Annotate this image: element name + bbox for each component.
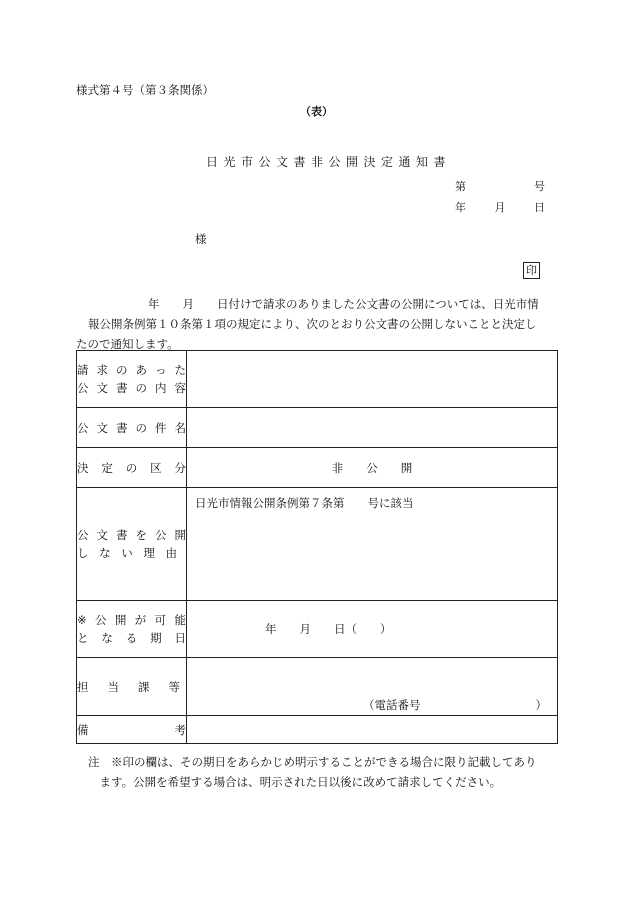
disclosure-value-cell[interactable] xyxy=(187,601,558,658)
disclosure-value: 年 月 日（ ） xyxy=(265,622,392,636)
label-char: の xyxy=(135,381,147,395)
label-char: の xyxy=(135,420,147,435)
reason-value-cell[interactable] xyxy=(187,488,558,601)
body-line-1: 年 月 日付けで請求のありました公文書の公開については、日光市情 xyxy=(148,297,539,311)
label-char: し xyxy=(77,546,89,560)
document-title: 日光市公文書非公開決定通知書 xyxy=(206,155,452,169)
label-char: 文 xyxy=(96,528,108,542)
number-prefix: 第 xyxy=(455,180,466,193)
document-name-label-line xyxy=(77,419,186,437)
label-char: 当 xyxy=(107,679,119,694)
label-char: 担 xyxy=(77,679,89,694)
label-char: 備 xyxy=(77,722,89,737)
label-char: な xyxy=(99,546,111,560)
label-char: 理 xyxy=(143,546,155,560)
notice-body xyxy=(76,294,560,354)
label-char: 文 xyxy=(96,381,108,395)
disclosure-label xyxy=(77,601,187,658)
content-label-line-1 xyxy=(77,361,186,379)
label-char: 公 xyxy=(77,381,89,395)
table-row xyxy=(77,601,558,658)
reason-label-line-2 xyxy=(77,544,186,562)
label-char: 書 xyxy=(116,381,128,395)
reason-value: 日光市情報公開条例第７条第 号に該当 xyxy=(195,496,414,510)
issue-date-line xyxy=(455,199,545,215)
label-char: 開 xyxy=(174,528,186,542)
seal-mark: 印 xyxy=(523,262,540,279)
label-char: 書 xyxy=(116,420,128,435)
label-char: 考 xyxy=(174,722,186,737)
remarks-label-line xyxy=(77,721,186,739)
form-number: 様式第４号（第３条関係） xyxy=(76,83,214,97)
decision-label-line xyxy=(77,459,186,477)
label-char: あ xyxy=(135,363,147,377)
label-char: 文 xyxy=(96,420,108,435)
label-char: 能 xyxy=(174,613,186,627)
remarks-value[interactable] xyxy=(187,716,558,744)
note-line-2: ます。公開を希望する場合は、明示された日以後に改めて請求してください。 xyxy=(88,775,502,789)
document-name-value[interactable] xyxy=(187,408,558,448)
label-char: 名 xyxy=(174,420,186,435)
label-char: い xyxy=(121,546,133,560)
label-char: 開 xyxy=(114,613,127,627)
label-char: 内 xyxy=(155,381,167,395)
decision-value-cell xyxy=(187,448,558,488)
document-name-label xyxy=(77,408,187,448)
label-char: 公 xyxy=(95,613,107,627)
label-char: 公 xyxy=(77,528,89,542)
label-char: っ xyxy=(155,363,167,377)
date-year: 年 xyxy=(455,201,466,214)
footnote xyxy=(88,752,558,792)
label-char: 課 xyxy=(138,679,150,694)
phone-value: （電話番号 ） xyxy=(363,698,547,712)
label-char: と xyxy=(77,631,89,645)
date-day: 日 xyxy=(534,201,545,214)
label-char: 日 xyxy=(174,631,186,645)
side-label: （表） xyxy=(300,105,333,118)
label-char: 可 xyxy=(154,613,167,627)
label-char: た xyxy=(174,363,186,377)
label-char: 件 xyxy=(155,420,167,435)
label-char: る xyxy=(125,631,138,645)
section-value-cell[interactable] xyxy=(187,658,558,716)
body-line-3: たので通知します。 xyxy=(76,337,179,351)
label-char: 等 xyxy=(168,679,180,694)
reason-label xyxy=(77,488,187,601)
label-char: の xyxy=(125,460,138,475)
addressee-suffix: 様 xyxy=(195,232,207,246)
label-char: 区 xyxy=(150,460,162,475)
label-char: 由 xyxy=(165,546,177,560)
decision-label xyxy=(77,448,187,488)
label-char: 公 xyxy=(77,420,89,435)
note-line-1: 注 ※印の欄は、その期日をあらかじめ明示することができる場合に限り記載してあり xyxy=(88,755,537,769)
label-char: 決 xyxy=(77,460,89,475)
remarks-label xyxy=(77,716,187,744)
table-row xyxy=(77,658,558,716)
content-label xyxy=(77,351,187,408)
label-char: 定 xyxy=(101,460,113,475)
section-label xyxy=(77,658,187,716)
number-suffix: 号 xyxy=(534,180,545,193)
label-char: 求 xyxy=(96,363,108,377)
label-char: 公 xyxy=(155,528,167,542)
label-char: の xyxy=(116,363,128,377)
table-row xyxy=(77,448,558,488)
label-char: な xyxy=(101,631,113,645)
reason-label-line-1 xyxy=(77,526,186,544)
body-line-2: 報公開条例第１０条第１項の規定により、次のとおり公文書の公開しないことと決定し xyxy=(88,317,537,331)
decision-value: 非 公 開 xyxy=(331,460,413,475)
table-row xyxy=(77,408,558,448)
section-label-line xyxy=(77,678,186,696)
date-month: 月 xyxy=(494,201,506,214)
label-char: を xyxy=(135,528,147,542)
label-char: 書 xyxy=(116,528,128,542)
document-number-line xyxy=(455,178,545,194)
label-char: 分 xyxy=(174,460,186,475)
label-char: 期 xyxy=(150,631,162,645)
decision-table xyxy=(76,350,558,744)
table-row xyxy=(77,351,558,408)
disclosure-label-line-1 xyxy=(77,611,186,629)
content-label-line-2 xyxy=(77,379,186,397)
disclosure-label-line-2 xyxy=(77,629,186,647)
table-row xyxy=(77,488,558,601)
label-char: が xyxy=(134,613,147,627)
label-char: 容 xyxy=(174,381,186,395)
label-char: 請 xyxy=(77,363,89,377)
content-value[interactable] xyxy=(187,351,558,408)
table-row xyxy=(77,716,558,744)
label-char: ※ xyxy=(77,613,87,627)
